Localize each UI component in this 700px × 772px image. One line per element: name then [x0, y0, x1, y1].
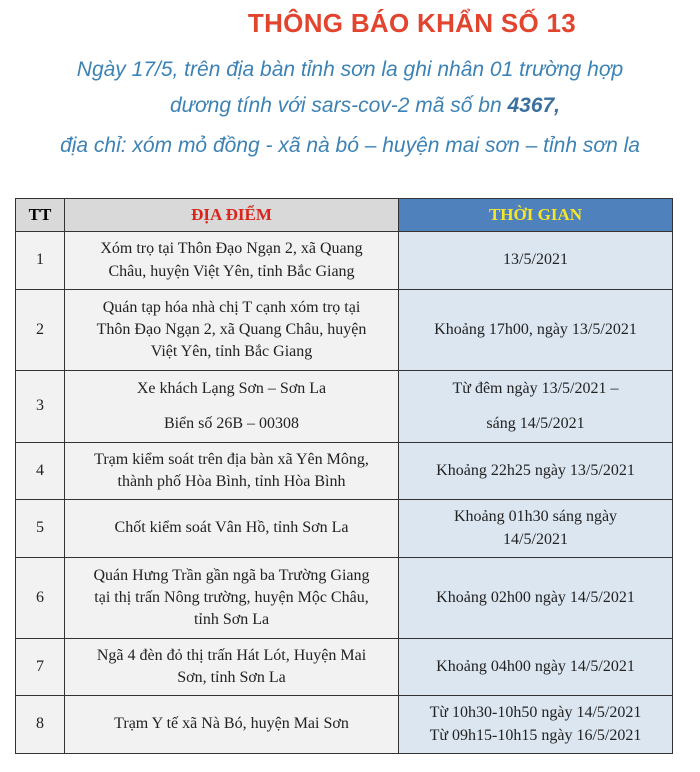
- row-time: Khoảng 17h00, ngày 13/5/2021: [399, 290, 673, 371]
- table-row: [16, 639, 673, 696]
- row-location: Ngã 4 đèn đỏ thị trấn Hát Lót, Huyện Mai Sơn, tỉnh Sơn La: [65, 639, 399, 696]
- row-location: Trạm Y tế xã Nà Bó, huyện Mai Sơn: [65, 696, 399, 754]
- case-number: 4367,: [507, 94, 561, 117]
- row-number: 5: [16, 500, 65, 558]
- row-time: Khoảng 22h25 ngày 13/5/2021: [399, 443, 673, 500]
- table-row: [16, 290, 673, 371]
- row-number: 8: [16, 696, 65, 754]
- row-time: Từ đêm ngày 13/5/2021 – sáng 14/5/2021: [399, 371, 673, 443]
- notice-title: THÔNG BÁO KHẨN SỐ 13: [247, 8, 577, 38]
- row-number: 2: [16, 290, 65, 371]
- header-location: ĐỊA ĐIỂM: [65, 199, 399, 232]
- header-time: THỜI GIAN: [399, 199, 673, 232]
- row-number: 7: [16, 639, 65, 696]
- table-row: [16, 558, 673, 639]
- location-table: [15, 198, 673, 754]
- row-time: Từ 10h30-10h50 ngày 14/5/2021 Từ 09h15-10h15 ngày 16/5/2021: [399, 696, 673, 754]
- row-number: 4: [16, 443, 65, 500]
- table-row: [16, 443, 673, 500]
- row-location: Trạm kiểm soát trên địa bàn xã Yên Mông, thành phố Hòa Bình, tỉnh Hòa Bình: [65, 443, 399, 500]
- notice-line-case: [0, 94, 700, 118]
- case-text: dương tính với sars-cov-2 mã số bn: [169, 94, 508, 117]
- row-location: Quán Hưng Trần gần ngã ba Trường Giang tại thị trấn Nông trường, huyện Mộc Châu, tỉnh Sơn La: [65, 558, 399, 639]
- header-tt: TT: [16, 199, 65, 232]
- table-row: [16, 232, 673, 290]
- row-time: Khoảng 01h30 sáng ngày 14/5/2021: [399, 500, 673, 558]
- row-location: Chốt kiểm soát Vân Hồ, tỉnh Sơn La: [65, 500, 399, 558]
- row-location: Xóm trọ tại Thôn Đạo Ngạn 2, xã Quang Châu, huyện Việt Yên, tỉnh Bắc Giang: [65, 232, 399, 290]
- row-number: 1: [16, 232, 65, 290]
- row-time: Khoảng 04h00 ngày 14/5/2021: [399, 639, 673, 696]
- row-number: 3: [16, 371, 65, 443]
- row-time: Khoảng 02h00 ngày 14/5/2021: [399, 558, 673, 639]
- row-number: 6: [16, 558, 65, 639]
- table-header-row: [16, 199, 673, 232]
- row-location: Xe khách Lạng Sơn – Sơn La Biển số 26B – 00308: [65, 371, 399, 443]
- notice-line-date: Ngày 17/5, trên địa bàn tỉnh sơn la ghi nhân 01 trường hợp: [76, 58, 624, 81]
- table-row: [16, 371, 673, 443]
- row-location: Quán tạp hóa nhà chị T cạnh xóm trọ tại Thôn Đạo Ngạn 2, xã Quang Châu, huyện Việt Yên, tỉnh Bắc Giang: [65, 290, 399, 371]
- row-time: 13/5/2021: [399, 232, 673, 290]
- cropped-text-fragment: [0, 760, 700, 772]
- table-row: [16, 696, 673, 754]
- table-row: [16, 500, 673, 558]
- notice-line-address: địa chỉ: xóm mỏ đồng - xã nà bó – huyện mai sơn – tỉnh sơn la: [60, 134, 640, 157]
